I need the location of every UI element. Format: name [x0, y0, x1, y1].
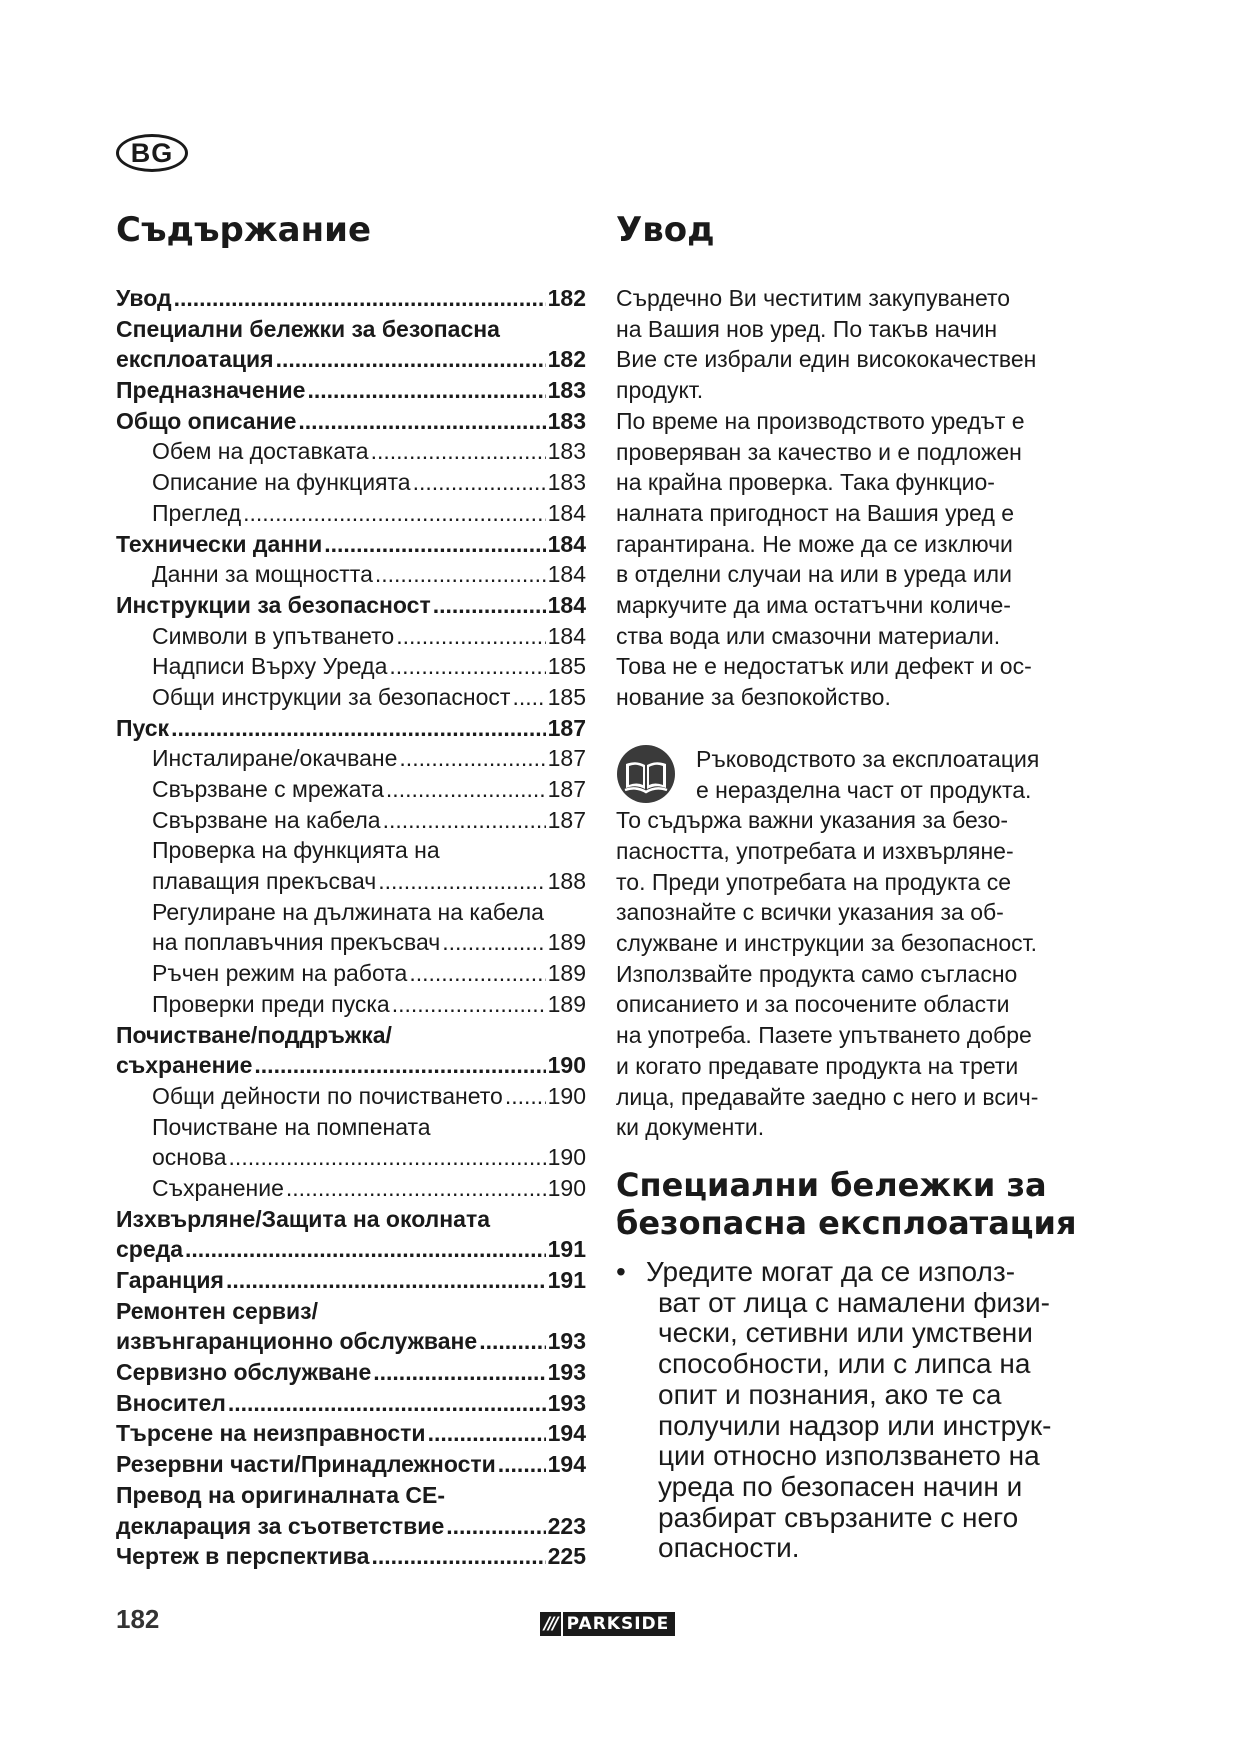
text-line: проверяван за качество и е подложен — [616, 438, 1022, 465]
toc-entry-label: Данни за мощността — [152, 561, 373, 588]
toc-leader-dots — [371, 436, 546, 467]
toc-leader-dots — [392, 989, 546, 1020]
toc-entry-label: Проверки преди пуска — [152, 990, 390, 1017]
toc-entry — [116, 743, 586, 774]
toc-column — [116, 210, 586, 1572]
toc-entry-label: Чертеж в перспектива — [116, 1543, 370, 1570]
text-line: на Вашия нов уред. По такъв начин — [616, 315, 998, 342]
toc-entry-page: 191 — [547, 1267, 586, 1293]
toc-entry-label: Инсталиране/окачване — [152, 745, 398, 772]
toc-entry — [116, 559, 586, 590]
toc-entry-page: 223 — [547, 1512, 586, 1539]
bullet-symbol: • — [616, 1255, 626, 1287]
toc-leader-dots — [243, 498, 546, 529]
toc-leader-dots — [229, 1142, 546, 1173]
toc-entry-page: 184 — [547, 561, 586, 588]
toc-entry-page: 185 — [547, 653, 586, 680]
toc-entry-label: Превод на оригиналната CE- — [116, 1481, 446, 1508]
toc-entry-label: Предназначение — [116, 377, 306, 404]
text-line: опасности. — [658, 1532, 800, 1564]
toc-entry-label: Резервни части/Принадлежности — [116, 1451, 496, 1478]
toc-entry — [116, 958, 586, 989]
toc-entry-page: 190 — [547, 1144, 586, 1171]
text-line: то. Преди употребата на продукта се — [616, 868, 1012, 895]
toc-entry — [116, 1020, 586, 1051]
toc-entry-label: Свързване с мрежата — [152, 776, 384, 802]
toc-leader-dots — [174, 283, 546, 314]
toc-leader-dots — [413, 467, 546, 498]
toc-entry — [116, 529, 586, 560]
toc-entry-label: Проверка на функцията на — [152, 837, 440, 864]
toc-leader-dots — [375, 559, 546, 590]
toc-entry-label: Специални бележки за безопасна — [116, 315, 500, 342]
toc-entry-page: 187 — [547, 776, 586, 802]
toc-entry-label: Описание на функцията — [152, 469, 411, 496]
text-line: запознайте с всички указания за об- — [616, 899, 1004, 926]
toc-entry-label: Сервизно обслужване — [116, 1359, 372, 1386]
toc-entry-label: Надписи Върху Уреда — [152, 653, 388, 680]
toc-entry-label: Общи дейности по почистването — [152, 1082, 503, 1109]
toc-entry-label: извънгаранционно обслужване — [116, 1328, 478, 1355]
toc-entry-label: Общо описание — [116, 407, 297, 434]
toc-entry — [116, 621, 586, 652]
toc-leader-dots — [433, 590, 546, 621]
toc-entry-page: 183 — [547, 469, 586, 496]
toc-entry-label: Преглед — [152, 499, 242, 526]
manual-note-text — [616, 744, 1096, 1143]
toc-leader-dots — [498, 1449, 546, 1480]
toc-entry-label: Общи инструкции за безопасност — [152, 683, 511, 710]
text-line: продукт. — [616, 377, 704, 404]
toc-entry — [116, 1234, 586, 1265]
toc-leader-dots — [409, 958, 545, 989]
toc-entry — [116, 344, 586, 375]
toc-leader-dots — [298, 406, 545, 437]
toc-entry — [116, 1388, 586, 1419]
toc-leader-dots — [446, 1511, 545, 1542]
brand-name: PARKSIDE — [561, 1612, 676, 1636]
text-line: уреда по безопасен начин и — [658, 1470, 1023, 1502]
toc-entry-label: плаващия прекъсвач — [152, 868, 377, 895]
toc-entry-page: 185 — [547, 683, 586, 710]
toc-entry-page: 188 — [547, 868, 586, 895]
toc-leader-dots — [307, 375, 545, 406]
text-line: разбират свързаните с него — [658, 1501, 1019, 1533]
toc-leader-dots — [254, 1050, 545, 1081]
toc-leader-dots — [226, 1265, 546, 1296]
text-line: гарантирана. Не може да се изключи — [616, 530, 1013, 557]
toc-entry-label: съхранение — [116, 1052, 253, 1079]
safety-bullet-list — [616, 1257, 1096, 1564]
toc-entry-label: среда — [116, 1236, 184, 1263]
toc-entry-label: декларация за съответствие — [116, 1512, 445, 1539]
safety-heading-line-2: безопасна експлоатация — [616, 1203, 1077, 1242]
toc-entry-label: Ръчен режим на работа — [152, 960, 408, 987]
toc-entry-label: Увод — [116, 285, 172, 311]
toc-entry-page: 184 — [547, 622, 586, 649]
toc-leader-dots — [512, 682, 545, 713]
toc-entry — [116, 375, 586, 406]
toc-entry-page: 183 — [547, 438, 586, 465]
safety-heading — [616, 1166, 1096, 1242]
toc-entry — [116, 989, 586, 1020]
toc-entry-page: 184 — [547, 530, 586, 557]
toc-entry — [116, 1142, 586, 1173]
toc-entry — [116, 1265, 586, 1296]
toc-entry-label: Почистване на помпената — [152, 1113, 431, 1140]
text-line: лица, предавайте заедно с него и всич- — [616, 1083, 1039, 1110]
text-line: маркучите да има остатъчни количе- — [616, 592, 1011, 619]
toc-entry-label: основа — [152, 1144, 227, 1171]
text-line: на крайна проверка. Така функцио- — [616, 469, 995, 496]
text-line: ки документи. — [616, 1114, 765, 1141]
toc-entry-label: Технически данни — [116, 530, 323, 557]
text-line: способности, или с липса на — [658, 1348, 1031, 1380]
toc-entry — [116, 1173, 586, 1204]
toc-entry — [116, 866, 586, 897]
toc-entry — [116, 897, 586, 928]
safety-bullet-text — [646, 1255, 1096, 1564]
toc-entry-page: 187 — [547, 714, 586, 741]
text-line: По време на производството уредът е — [616, 407, 1025, 434]
safety-bullet-item — [616, 1257, 1096, 1564]
toc-entry-page: 182 — [547, 346, 586, 373]
intro-paragraph-1 — [616, 283, 1096, 406]
toc-entry-page: 193 — [547, 1389, 586, 1416]
toc-leader-dots — [185, 1234, 546, 1265]
intro-title: Увод — [616, 210, 715, 250]
toc-entry-label: експлоатация — [116, 346, 274, 373]
text-line: ции относно използването на — [658, 1440, 1040, 1472]
toc-entry — [116, 1296, 586, 1327]
text-line: Вие сте избрали един висококачествен — [616, 346, 1037, 373]
toc-entry-page: 189 — [547, 929, 586, 956]
toc-entry — [116, 1511, 586, 1542]
toc-entry — [116, 314, 586, 345]
toc-list — [116, 283, 586, 1572]
toc-entry — [116, 498, 586, 529]
text-line: налната пригодност на Вашия уред е — [616, 499, 1015, 526]
toc-entry-page: 187 — [547, 745, 586, 772]
text-line: на употреба. Пазете упътването добре — [616, 1022, 1032, 1049]
parkside-logo — [540, 1612, 675, 1636]
toc-entry-page: 191 — [547, 1236, 586, 1263]
text-line: пасността, употребата и изхвърляне- — [616, 837, 1014, 864]
toc-entry — [116, 1050, 586, 1081]
toc-entry-label: Пуск — [116, 714, 170, 741]
toc-entry-label: Символи в упътването — [152, 622, 395, 649]
toc-leader-dots — [386, 774, 546, 805]
toc-leader-dots — [505, 1081, 546, 1112]
toc-entry-label: Търсене на неизправности — [116, 1420, 426, 1447]
toc-entry-page: 190 — [547, 1174, 586, 1201]
toc-leader-dots — [228, 1388, 546, 1419]
toc-leader-dots — [396, 621, 545, 652]
toc-entry-label: Гаранция — [116, 1267, 224, 1293]
toc-entry-page: 225 — [547, 1543, 586, 1570]
text-line: опит и познания, ако те са — [658, 1378, 1002, 1410]
brand-stripes: /// — [540, 1612, 561, 1636]
text-line: описанието и за посочените области — [616, 991, 1010, 1018]
toc-entry — [116, 406, 586, 437]
toc-entry-label: Регулиране на дължината на кабела — [152, 898, 544, 925]
toc-leader-dots — [378, 866, 545, 897]
text-line: ват от лица с намалени физи- — [658, 1286, 1050, 1318]
toc-entry-page: 193 — [547, 1328, 586, 1355]
toc-entry-page: 187 — [547, 806, 586, 833]
manual-note — [616, 744, 1096, 1143]
toc-entry-page: 189 — [547, 960, 586, 987]
text-line: нование за безпокойство. — [616, 684, 891, 711]
text-line: Ръководството за експлоатация — [696, 745, 1040, 772]
toc-entry-page: 182 — [547, 285, 586, 311]
toc-entry — [116, 283, 586, 314]
manual-book-icon — [616, 744, 676, 804]
toc-entry-page: 194 — [547, 1451, 586, 1478]
toc-entry-page: 184 — [547, 499, 586, 526]
toc-entry-page: 193 — [547, 1359, 586, 1386]
text-line: Това не е недостатък или дефект и ос- — [616, 653, 1032, 680]
toc-entry-label: Съхранение — [152, 1174, 284, 1201]
text-line: в отделни случаи на или в уреда или — [616, 561, 1012, 588]
toc-leader-dots — [479, 1326, 545, 1357]
toc-entry — [116, 590, 586, 621]
toc-entry — [116, 682, 586, 713]
toc-entry — [116, 1418, 586, 1449]
toc-entry-label: Инструкции за безопасност — [116, 591, 431, 618]
text-line: То съдържа важни указания за безо- — [616, 807, 1009, 834]
toc-entry — [116, 1112, 586, 1143]
toc-entry — [116, 835, 586, 866]
toc-leader-dots — [286, 1173, 546, 1204]
toc-entry — [116, 805, 586, 836]
toc-entry-page: 194 — [547, 1420, 586, 1447]
toc-entry-page: 190 — [547, 1082, 586, 1109]
toc-entry-label: на поплавъчния прекъсвач — [152, 929, 441, 956]
toc-entry-label: Изхвърляне/Защита на околната — [116, 1205, 491, 1232]
toc-entry — [116, 436, 586, 467]
text-line: служване и инструкции за безопасност. — [616, 930, 1037, 957]
text-line: е неразделна част от продукта. — [696, 776, 1032, 803]
toc-entry — [116, 1204, 586, 1235]
toc-entry-page: 183 — [547, 407, 586, 434]
intro-text — [616, 283, 1096, 713]
toc-entry — [116, 1081, 586, 1112]
toc-entry-page: 183 — [547, 377, 586, 404]
toc-leader-dots — [276, 344, 546, 375]
toc-leader-dots — [324, 529, 545, 560]
toc-entry — [116, 1357, 586, 1388]
toc-entry — [116, 651, 586, 682]
language-badge: BG — [116, 134, 188, 172]
toc-title: Съдържание — [116, 210, 371, 250]
text-line: получили надзор или инструк- — [658, 1409, 1052, 1441]
toc-entry — [116, 1541, 586, 1572]
text-line: чески, сетивни или умствени — [658, 1317, 1033, 1349]
toc-leader-dots — [442, 927, 545, 958]
toc-leader-dots — [373, 1357, 545, 1388]
toc-leader-dots — [171, 713, 546, 744]
text-line: Сърдечно Ви честитим закупуването — [616, 285, 1011, 311]
toc-entry — [116, 467, 586, 498]
safety-heading-line-1: Специални бележки за — [616, 1165, 1047, 1204]
text-line: Уредите могат да се използ- — [646, 1255, 1016, 1287]
toc-leader-dots — [399, 743, 545, 774]
intro-column — [616, 210, 1096, 1564]
toc-leader-dots — [389, 651, 545, 682]
toc-entry-label: Обем на доставката — [152, 438, 369, 465]
text-line: и когато предавате продукта на трети — [616, 1052, 1019, 1079]
toc-entry-label: Вносител — [116, 1389, 226, 1416]
toc-entry — [116, 713, 586, 744]
toc-leader-dots — [383, 805, 546, 836]
page-number: 182 — [116, 1604, 160, 1634]
toc-entry-page: 190 — [547, 1052, 586, 1079]
text-line: Използвайте продукта само съгласно — [616, 960, 1018, 987]
toc-entry — [116, 1480, 586, 1511]
toc-entry-page: 189 — [547, 990, 586, 1017]
toc-leader-dots — [428, 1418, 546, 1449]
text-line: ства вода или смазочни материали. — [616, 622, 1001, 649]
intro-paragraph-2 — [616, 406, 1096, 713]
toc-leader-dots — [371, 1541, 545, 1572]
toc-entry — [116, 774, 586, 805]
toc-entry — [116, 1326, 586, 1357]
toc-entry-label: Свързване на кабела — [152, 806, 381, 833]
toc-entry-label: Ремонтен сервиз/ — [116, 1297, 318, 1324]
toc-entry-page: 184 — [547, 591, 586, 618]
toc-entry — [116, 927, 586, 958]
toc-entry — [116, 1449, 586, 1480]
toc-entry-label: Почистване/поддръжка/ — [116, 1021, 392, 1048]
